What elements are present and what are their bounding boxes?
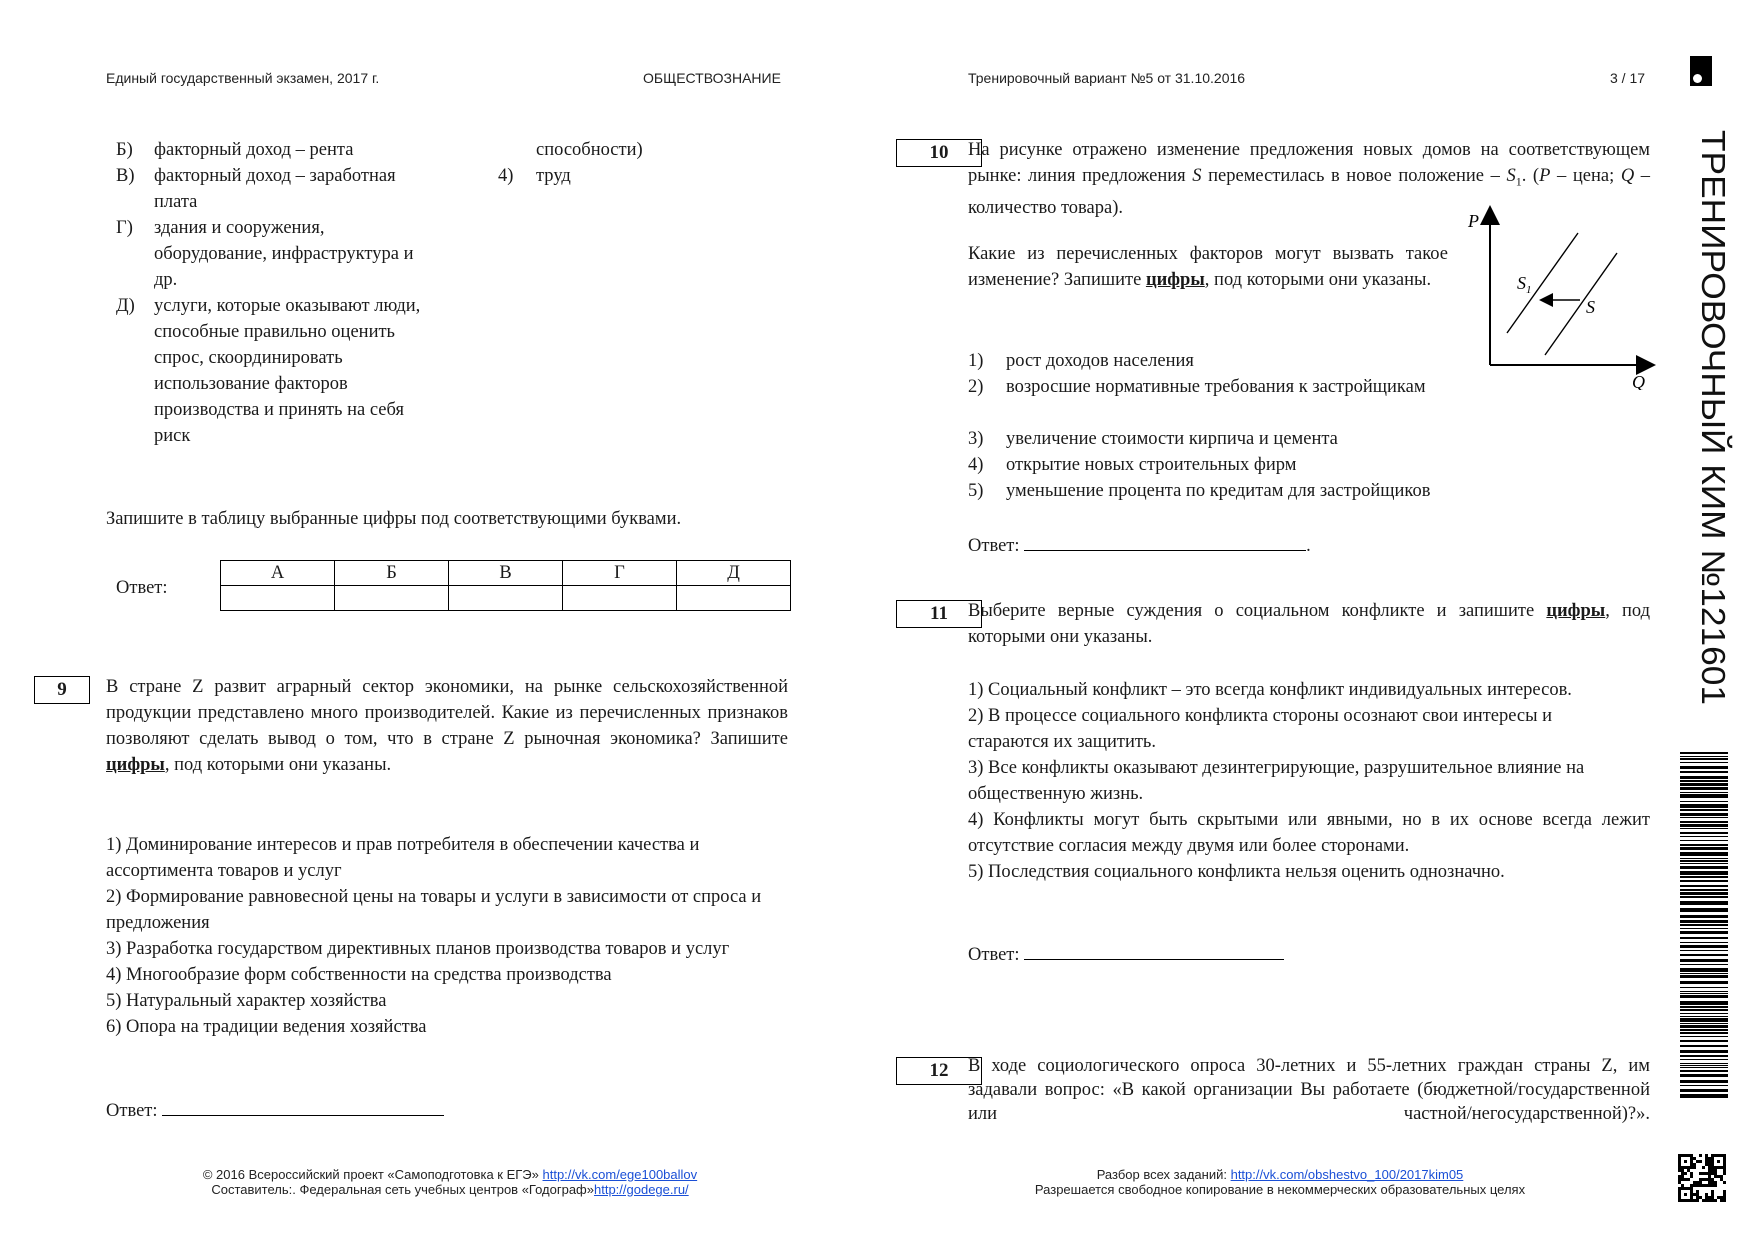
table-header-v: В	[449, 561, 563, 586]
q9-answer-line[interactable]	[162, 1097, 444, 1116]
table-header-a: А	[221, 561, 335, 586]
q10-supply-graph	[1460, 205, 1660, 390]
list-item: 2) В процессе социального конфликта стороны осознают свои интересы и стараются их защитить.	[968, 706, 1553, 752]
footer-left: © 2016 Всероссийский проект «Самоподготовка к ЕГЭ» http://vk.com/ege100ballov Составитель:. Федеральная сеть учебных центров «Годограф»http://godege.ru/	[202, 1167, 698, 1197]
footer-right: Разбор всех заданий: http://vk.com/obshestvo_100/2017kim05 Разрешается свободное копирование в некоммерческих образовательных целях	[1034, 1167, 1526, 1197]
list-item: 3) увеличение стоимости кирпича и цемента	[968, 429, 1338, 449]
corner-mark-icon	[1690, 56, 1712, 86]
q8-instruction: Запишите в таблицу выбранные цифры под соответствующими буквами.	[106, 509, 682, 529]
q8-option-d: Д) услуги, которые оказывают люди, способные правильно оценить спрос, скоординировать использование факторов производства и принять на себя риск	[116, 296, 421, 446]
q10-intro: На рисунке отражено изменение предложения новых домов на соответствующем рынке: линия предложения S переместилась в новое положение – $S_1$. (P – цена; Q – количество товара).	[968, 140, 1651, 218]
vertical-title-text: ТРЕНИРОВОЧНЫЙ КИМ №121601	[1695, 130, 1732, 668]
list-item: 5) Натуральный характер хозяйства	[106, 991, 387, 1011]
list-item: 4) Конфликты могут быть скрытыми или явными, но в их основе всегда лежит отсутствие согласия между двумя или более сторонами.	[968, 810, 1650, 856]
q8-option-b: Б) факторный доход – рента	[116, 140, 354, 160]
table-header-g: Г	[563, 561, 677, 586]
list-item: 5) Последствия социального конфликта нельзя оценить однозначно.	[968, 862, 1505, 882]
barcode-graphic	[1680, 752, 1730, 1102]
q8-option-g: Г) здания и сооружения, оборудование, инфраструктура и др.	[116, 218, 414, 290]
q8-option-list	[116, 137, 446, 449]
q9-options	[106, 832, 786, 1040]
q8-right-item-text: труд	[536, 166, 571, 186]
q11-number-box: 11	[896, 600, 982, 628]
q10-number-box: 10	[896, 139, 982, 167]
list-item: 6) Опора на традиции ведения хозяйства	[106, 1017, 427, 1037]
list-item: 1) Доминирование интересов и прав потребителя в обеспечении качества и ассортимента товаров и услуг	[106, 835, 700, 881]
line-label-s1: $S_1$	[1517, 273, 1532, 296]
line-label-s: S	[1586, 297, 1595, 317]
list-item: 2) возросшие нормативные требования к застройщикам	[968, 377, 1426, 397]
q9-answer: Ответ:	[106, 1097, 444, 1124]
list-item: 1) рост доходов населения	[968, 351, 1194, 371]
qr-code-icon	[1678, 1154, 1726, 1202]
header-subject: ОБЩЕСТВОЗНАНИЕ	[643, 70, 781, 86]
q9-number-box: 9	[34, 676, 90, 704]
q11-intro: Выберите верные суждения о социальном конфликте и запишите цифры, под которыми они указаны.	[968, 601, 1651, 647]
q10-bold-word: цифры	[1145, 270, 1205, 290]
table-header-b: Б	[335, 561, 449, 586]
q10-options-cont	[968, 426, 1658, 504]
answer-cell-b[interactable]	[335, 586, 449, 611]
q11-answer: Ответ:	[968, 941, 1284, 968]
q10-answer: Ответ: .	[968, 532, 1311, 559]
list-item: 1) Социальный конфликт – это всегда конфликт индивидуальных интересов.	[968, 680, 1572, 700]
header-exam-title: Единый государственный экзамен, 2017 г.	[106, 70, 380, 86]
header-page-number: 3 / 17	[1610, 70, 1646, 86]
axis-label-q: Q	[1632, 372, 1645, 390]
answer-cell-d[interactable]	[677, 586, 791, 611]
barcode-icon	[1680, 752, 1730, 1102]
footer-link-godege[interactable]: http://godege.ru/	[593, 1182, 689, 1197]
list-item: 2) Формирование равновесной цены на товары и услуги в зависимости от спроса и предложения	[106, 887, 762, 933]
q10-question: Какие из перечисленных факторов могут вызвать такое изменение? Запишите цифры, под которыми они указаны.	[968, 244, 1448, 290]
supply-line-s	[1545, 253, 1617, 355]
q8-answer-label: Ответ:	[116, 578, 168, 598]
vertical-title	[1690, 130, 1740, 710]
header-variant: Тренировочный вариант №5 от 31.10.2016	[968, 70, 1246, 86]
answer-cell-v[interactable]	[449, 586, 563, 611]
q8-right-continuation: способности)	[536, 140, 643, 160]
q11-answer-line[interactable]	[1024, 941, 1284, 960]
q10-options	[968, 348, 1450, 400]
list-item: 3) Все конфликты оказывают дезинтегрирующие, разрушительное влияние на общественную жизнь.	[968, 758, 1585, 804]
footer-link-obshestvo[interactable]: http://vk.com/obshestvo_100/2017kim05	[1230, 1167, 1464, 1182]
list-item: 4) Многообразие форм собственности на средства производства	[106, 965, 612, 985]
q9-question-text: В стране Z развит аграрный сектор экономики, на рынке сельскохозяйственной продукции представлено много производителей. Какие из перечисленных признаков позволяют сделать вывод о том, что в стране Z рыночная экономика? Запишите цифры, под которыми они указаны.	[106, 677, 788, 775]
q11-bold-word: цифры	[1546, 601, 1606, 621]
answer-cell-g[interactable]	[563, 586, 677, 611]
q12-question-text: В ходе социологического опроса 30-летних и 55-летних граждан страны Z, им задавали вопрос: «В какой организации Вы работаете (бюджетной/государственной или частной/негосударственной)?».	[968, 1056, 1650, 1124]
q11-options	[968, 677, 1650, 885]
q10-answer-line[interactable]	[1024, 532, 1306, 551]
q8-option-v: В) факторный доход – заработная плата	[116, 166, 396, 212]
qr-graphic	[1678, 1154, 1726, 1202]
list-item: 3) Разработка государством директивных планов производства товаров и услуг	[106, 939, 730, 959]
q12-number-box: 12	[896, 1057, 982, 1085]
table-header-d: Д	[677, 561, 791, 586]
list-item: 5) уменьшение процента по кредитам для застройщиков	[968, 481, 1431, 501]
q9-bold-word: цифры	[106, 755, 165, 775]
answer-cell-a[interactable]	[221, 586, 335, 611]
footer-link-vk-ege[interactable]: http://vk.com/ege100ballov	[542, 1167, 698, 1182]
q8-right-item-label: 4)	[498, 166, 514, 186]
q8-answer-table	[220, 560, 791, 611]
list-item: 4) открытие новых строительных фирм	[968, 455, 1297, 475]
axis-label-p: P	[1468, 211, 1479, 231]
